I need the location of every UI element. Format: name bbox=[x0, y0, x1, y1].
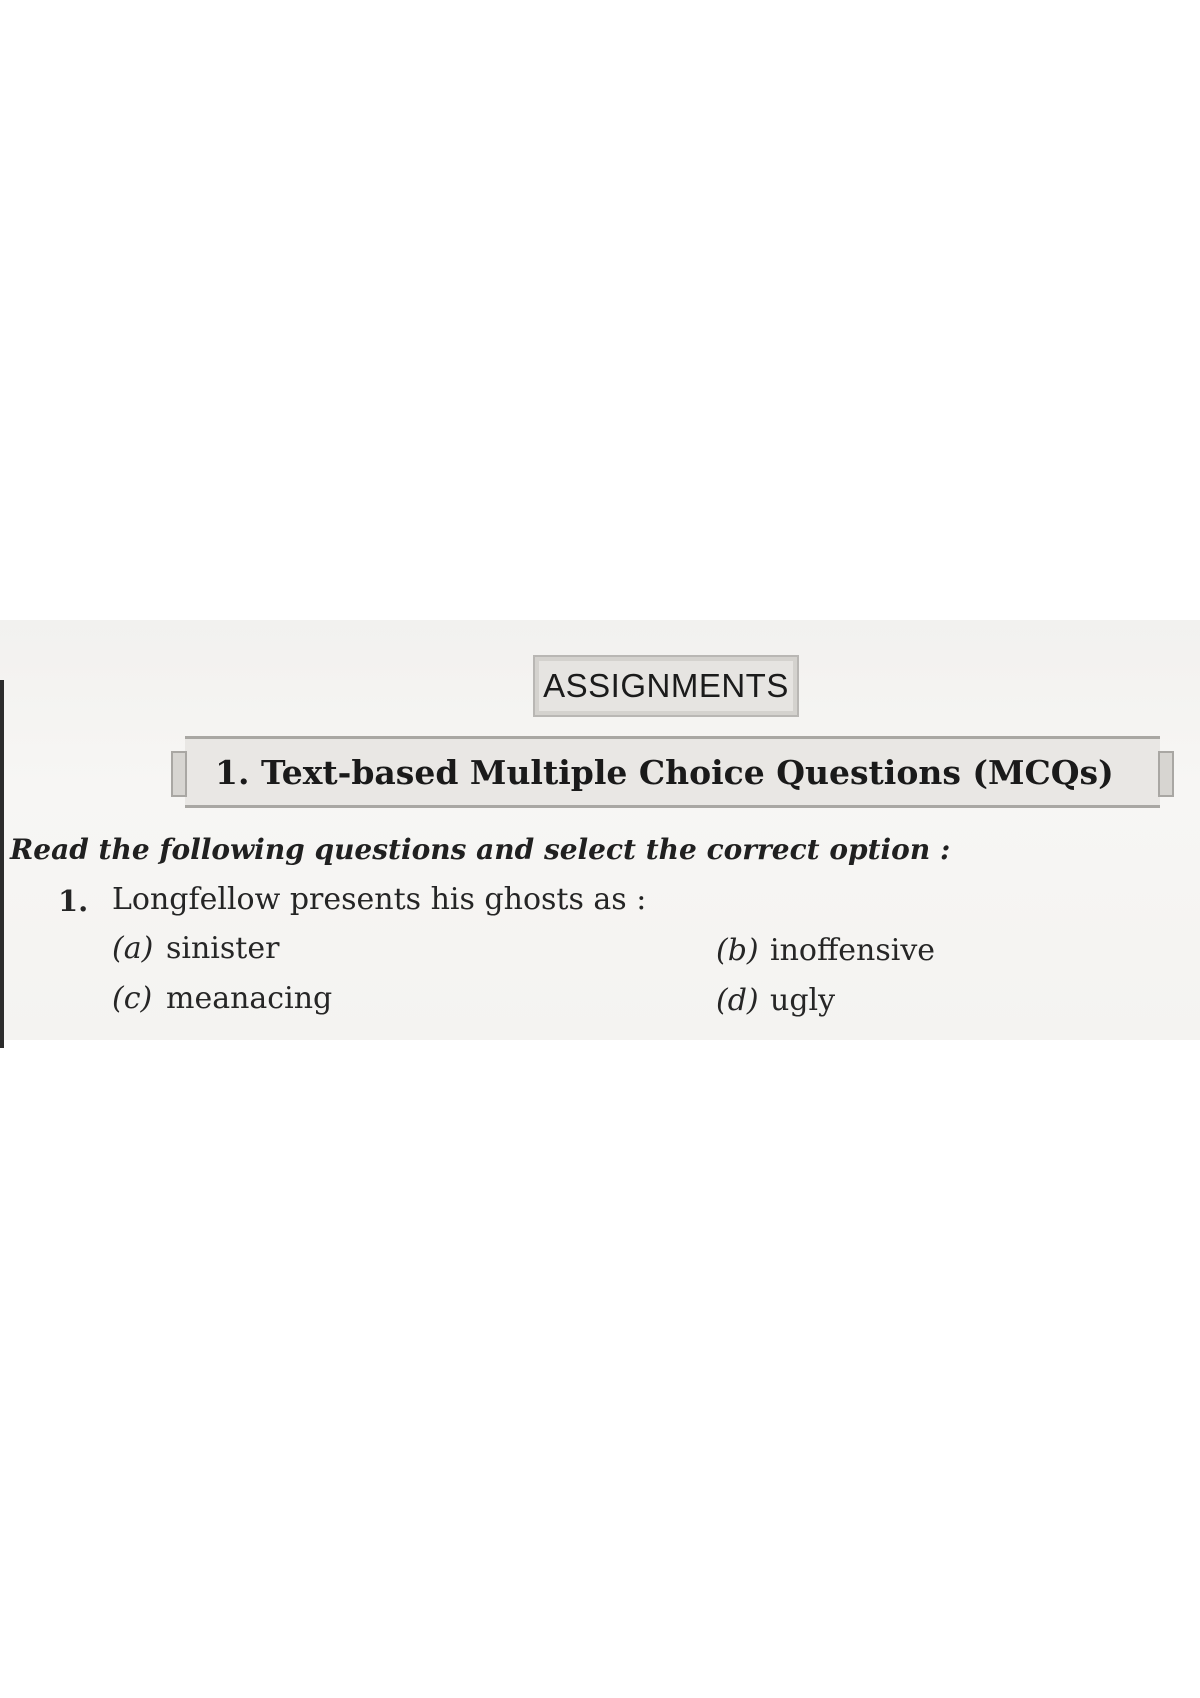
option-letter: (c) bbox=[112, 981, 153, 1016]
instruction-text: Read the following questions and select the correct option : bbox=[10, 833, 951, 866]
option-letter: (d) bbox=[716, 983, 759, 1018]
option-text: sinister bbox=[166, 931, 280, 966]
option-text: ugly bbox=[770, 983, 836, 1018]
question-number: 1. bbox=[58, 884, 89, 918]
option-text: inoffensive bbox=[770, 933, 936, 968]
option-letter: (b) bbox=[716, 933, 759, 968]
assignments-heading-box bbox=[533, 655, 799, 717]
option-b bbox=[716, 933, 935, 968]
question-text: Longfellow presents his ghosts as : bbox=[112, 882, 647, 917]
option-a bbox=[112, 931, 279, 966]
section-title-banner bbox=[185, 736, 1160, 808]
option-c bbox=[112, 981, 332, 1016]
option-d bbox=[716, 983, 835, 1018]
page-edge bbox=[0, 680, 4, 1048]
option-letter: (a) bbox=[112, 931, 154, 966]
option-text: meanacing bbox=[166, 981, 333, 1016]
section-title: 1. Text-based Multiple Choice Questions (MCQs) bbox=[215, 752, 1114, 792]
assignments-heading: ASSIGNMENTS bbox=[543, 667, 789, 704]
